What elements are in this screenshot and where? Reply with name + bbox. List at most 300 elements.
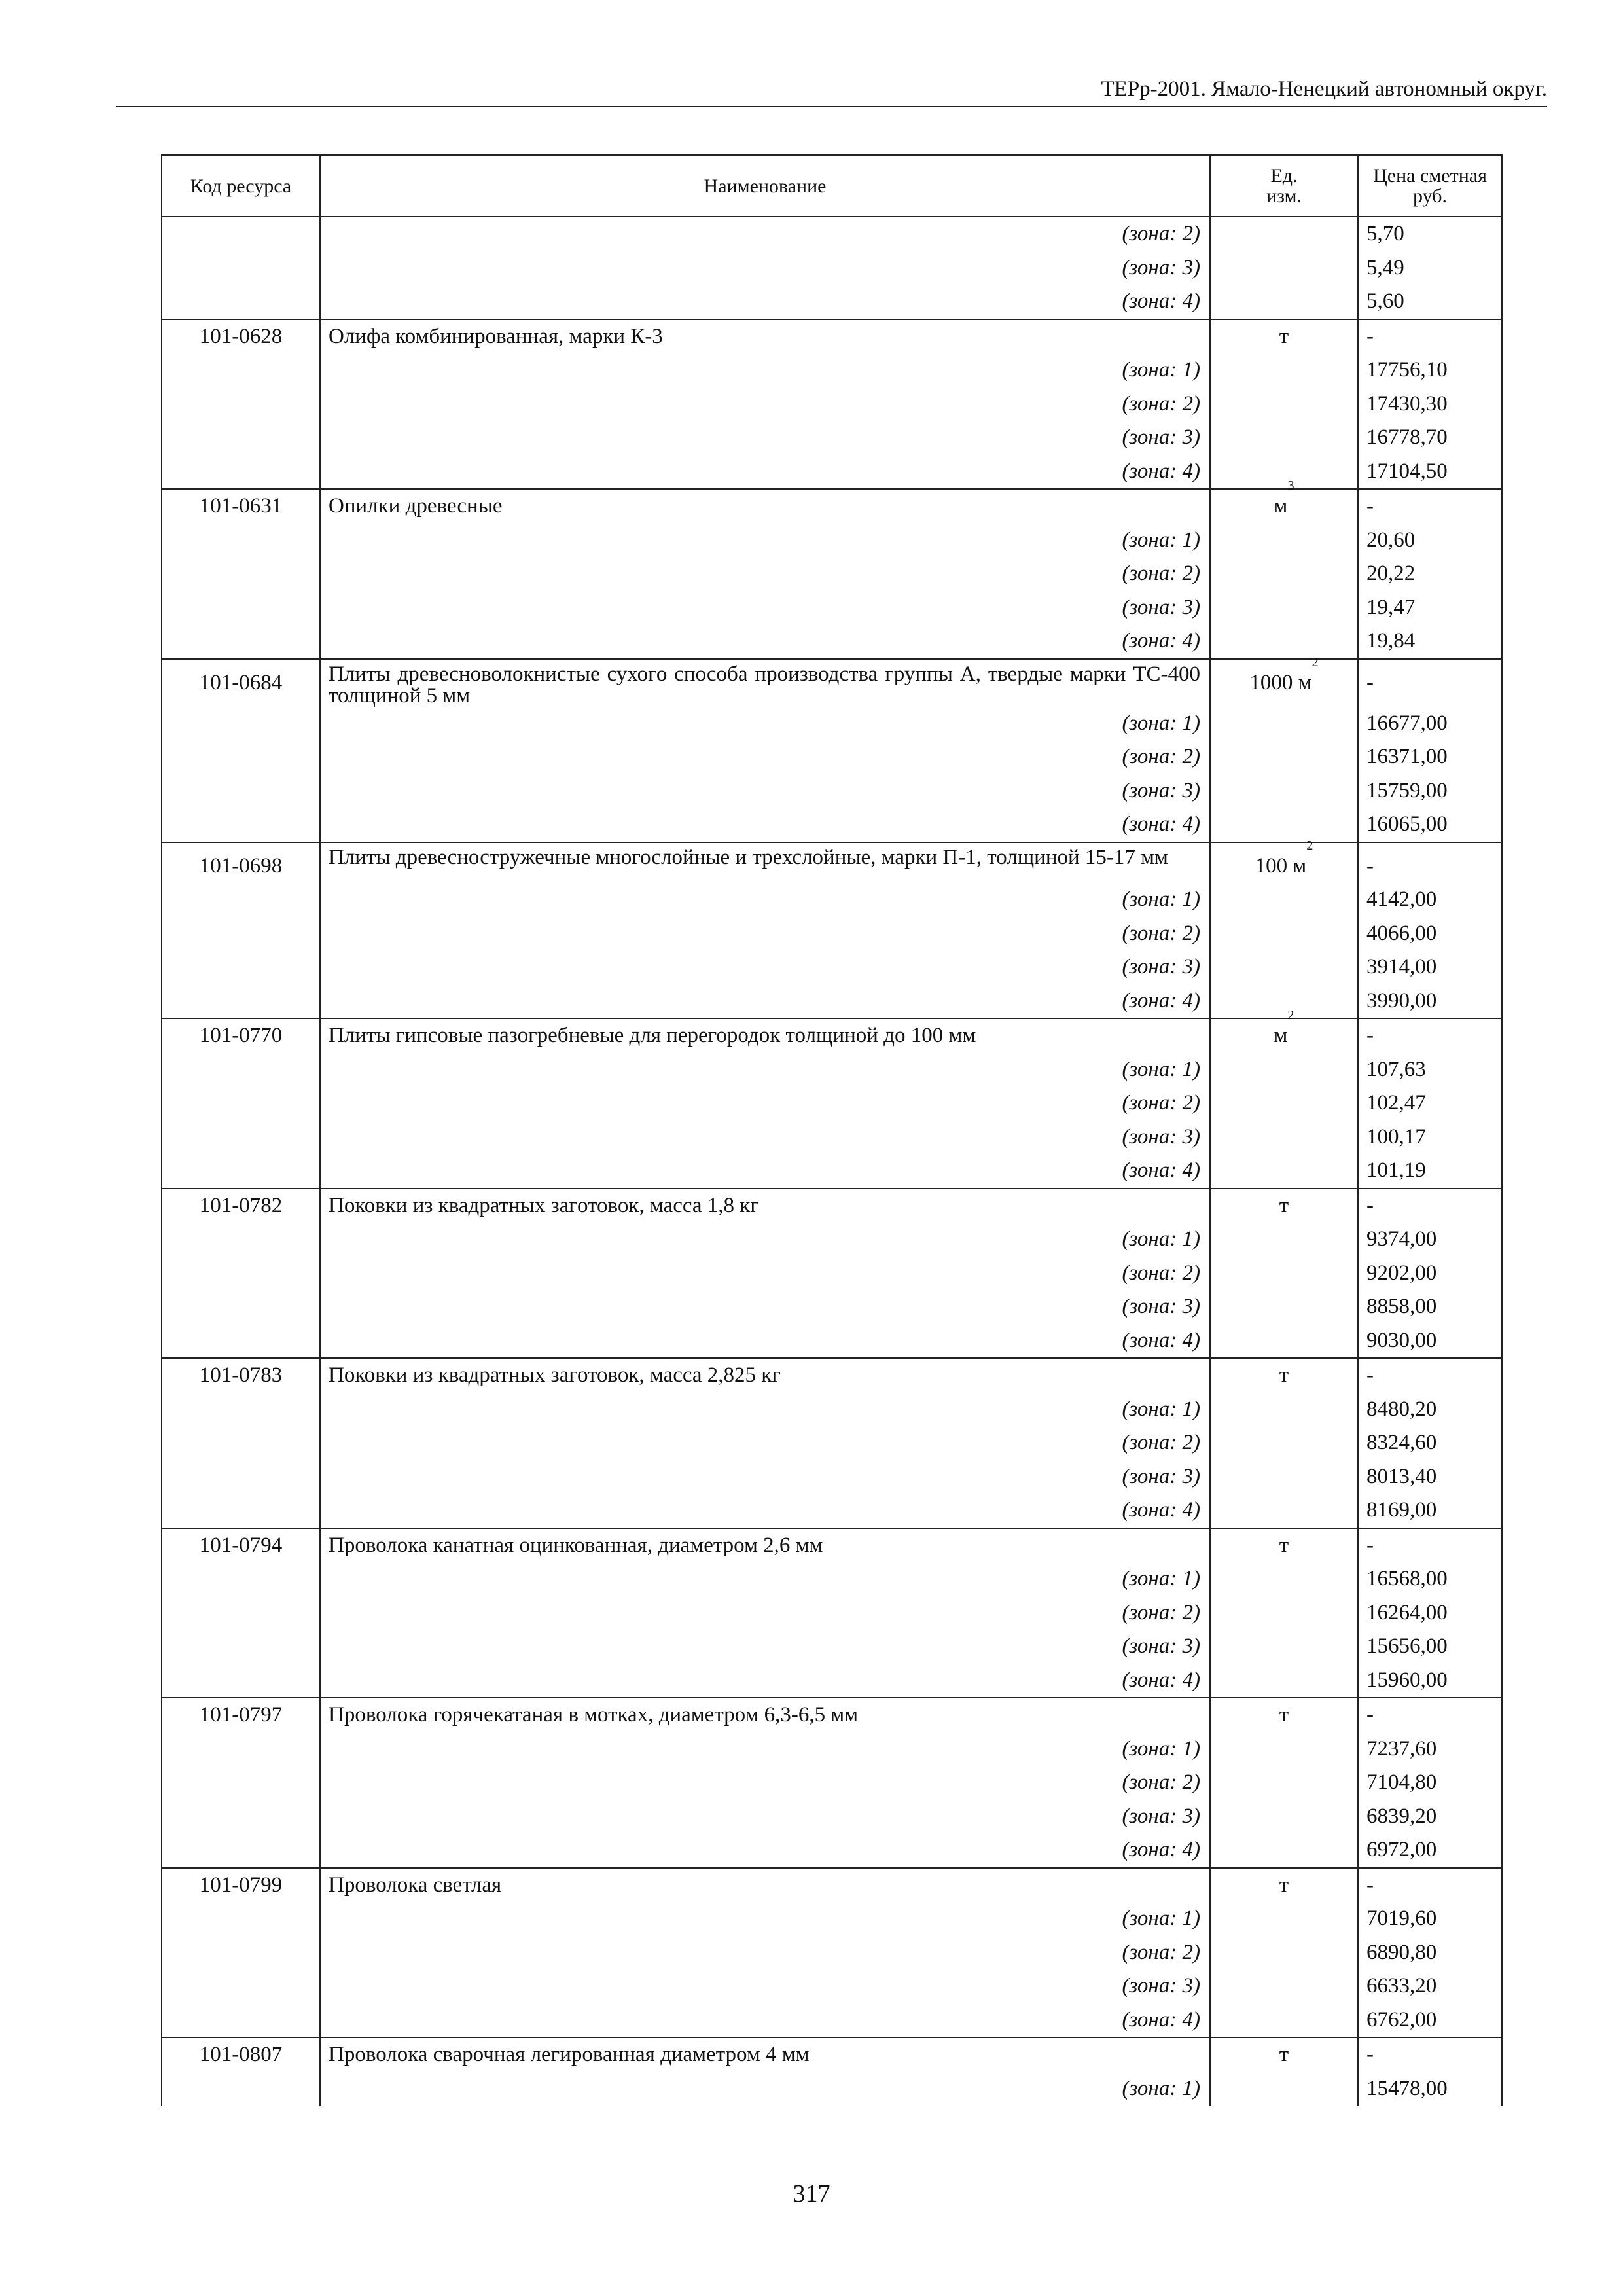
zone-price: 9030,00 xyxy=(1358,1324,1502,1359)
header-rule xyxy=(116,106,1547,107)
resource-unit xyxy=(1210,838,1358,884)
zone-row xyxy=(162,1664,1502,1698)
zone-label: (зона: 1) xyxy=(320,1053,1210,1087)
zone-unit-cell xyxy=(1210,524,1358,558)
resource-row xyxy=(162,842,1502,884)
zone-label: (зона: 3) xyxy=(320,1800,1210,1834)
zone-label: (зона: 1) xyxy=(320,2072,1210,2106)
zone-code-cell xyxy=(162,883,320,917)
zone-unit-cell xyxy=(1210,421,1358,455)
zone-price: 4142,00 xyxy=(1358,883,1502,917)
resource-row xyxy=(162,1528,1502,1563)
zone-row xyxy=(162,1833,1502,1868)
zone-unit-cell xyxy=(1210,2003,1358,2038)
zone-label: (зона: 2) xyxy=(320,557,1210,591)
zone-label: (зона: 1) xyxy=(320,1562,1210,1596)
zone-row xyxy=(162,1426,1502,1460)
zone-price: 3990,00 xyxy=(1358,984,1502,1019)
resource-price: - xyxy=(1358,842,1502,884)
zone-code-cell xyxy=(162,1086,320,1121)
zone-unit-cell xyxy=(1210,1460,1358,1494)
price-table xyxy=(161,154,1503,2106)
zone-code-cell xyxy=(162,774,320,808)
zone-unit-cell xyxy=(1210,984,1358,1019)
zone-code-cell xyxy=(162,1121,320,1155)
zone-label: (зона: 4) xyxy=(320,1664,1210,1698)
zone-price: 20,60 xyxy=(1358,524,1502,558)
zone-price: 19,84 xyxy=(1358,624,1502,659)
zone-unit-cell xyxy=(1210,917,1358,951)
unit-base: 100 м xyxy=(1255,853,1307,878)
zone-price: 8480,20 xyxy=(1358,1393,1502,1427)
zone-price: 16065,00 xyxy=(1358,808,1502,842)
zone-label: (зона: 1) xyxy=(320,353,1210,387)
zone-row xyxy=(162,1800,1502,1834)
resource-code: 101-0807 xyxy=(162,2037,320,2072)
zone-label: (зона: 4) xyxy=(320,455,1210,490)
zone-label: (зона: 3) xyxy=(320,591,1210,625)
zone-code-cell xyxy=(162,1324,320,1359)
zone-row xyxy=(162,1121,1502,1155)
zone-label: (зона: 3) xyxy=(320,1630,1210,1664)
zone-code-cell xyxy=(162,1154,320,1189)
zone-code-cell xyxy=(162,1393,320,1427)
resource-price: - xyxy=(1358,319,1502,354)
zone-unit-cell xyxy=(1210,2072,1358,2106)
zone-price: 101,19 xyxy=(1358,1154,1502,1189)
resource-name: Плиты древесноволокнистые сухого способа производства группы А, твердые марки ТС-400 толщиной 5 мм xyxy=(320,659,1210,707)
zone-label: (зона: 1) xyxy=(320,1223,1210,1257)
zone-unit-cell xyxy=(1210,1086,1358,1121)
zone-row xyxy=(162,1053,1502,1087)
zone-unit-cell xyxy=(1210,740,1358,774)
resource-name: Олифа комбинированная, марки К-3 xyxy=(320,319,1210,354)
zone-row xyxy=(162,2072,1502,2106)
zone-row xyxy=(162,1562,1502,1596)
unit-exponent: 2 xyxy=(1311,655,1319,670)
col-header-code: Код ресурса xyxy=(162,155,320,217)
zone-price: 15656,00 xyxy=(1358,1630,1502,1664)
resource-name: Проволока горячекатаная в мотках, диаметром 6,3-6,5 мм xyxy=(320,1698,1210,1732)
col-header-name: Наименование xyxy=(320,155,1210,217)
col-header-unit-line1: Ед. xyxy=(1270,165,1298,187)
resource-name: Поковки из квадратных заготовок, масса 1,8 кг xyxy=(320,1189,1210,1223)
zone-code-cell xyxy=(162,251,320,285)
zone-price: 8013,40 xyxy=(1358,1460,1502,1494)
resource-name: Поковки из квадратных заготовок, масса 2,825 кг xyxy=(320,1358,1210,1393)
zone-code-cell xyxy=(162,455,320,490)
zone-label: (зона: 3) xyxy=(320,774,1210,808)
zone-label: (зона: 1) xyxy=(320,1902,1210,1936)
zone-code-cell xyxy=(162,1766,320,1800)
zone-unit-cell xyxy=(1210,707,1358,741)
zone-row xyxy=(162,774,1502,808)
zone-unit-cell xyxy=(1210,624,1358,659)
zone-row xyxy=(162,950,1502,984)
col-header-price xyxy=(1358,155,1502,217)
zone-row xyxy=(162,917,1502,951)
resource-code: 101-0782 xyxy=(162,1189,320,1223)
zone-price: 16371,00 xyxy=(1358,740,1502,774)
resource-unit xyxy=(1210,1358,1358,1393)
resource-price: - xyxy=(1358,1528,1502,1563)
zone-price: 16778,70 xyxy=(1358,421,1502,455)
zone-code-cell xyxy=(162,1630,320,1664)
zone-unit-cell xyxy=(1210,1596,1358,1630)
zone-unit-cell xyxy=(1210,1800,1358,1834)
resource-price: - xyxy=(1358,1189,1502,1223)
resource-row xyxy=(162,1189,1502,1223)
zone-price: 6762,00 xyxy=(1358,2003,1502,2038)
zone-code-cell xyxy=(162,1596,320,1630)
resource-price: - xyxy=(1358,1358,1502,1393)
table-header-row xyxy=(162,155,1502,217)
resource-name: Проволока канатная оцинкованная, диаметром 2,6 мм xyxy=(320,1528,1210,1563)
zone-row xyxy=(162,984,1502,1019)
zone-price: 16677,00 xyxy=(1358,707,1502,741)
resource-name: Опилки древесные xyxy=(320,489,1210,524)
unit-base: т xyxy=(1279,324,1289,348)
zone-row xyxy=(162,1460,1502,1494)
unit-exponent: 2 xyxy=(1287,1008,1294,1022)
zone-price: 15759,00 xyxy=(1358,774,1502,808)
zone-row xyxy=(162,624,1502,659)
zone-row xyxy=(162,1494,1502,1528)
zone-label: (зона: 4) xyxy=(320,984,1210,1019)
zone-code-cell xyxy=(162,1732,320,1767)
zone-price: 19,47 xyxy=(1358,591,1502,625)
zone-price: 100,17 xyxy=(1358,1121,1502,1155)
zone-unit-cell xyxy=(1210,217,1358,251)
zone-unit-cell xyxy=(1210,1494,1358,1528)
resource-code: 101-0794 xyxy=(162,1528,320,1563)
zone-label: (зона: 3) xyxy=(320,1290,1210,1324)
zone-code-cell xyxy=(162,1969,320,2003)
zone-code-cell xyxy=(162,1257,320,1291)
zone-unit-cell xyxy=(1210,455,1358,490)
zone-price: 17104,50 xyxy=(1358,455,1502,490)
zone-row xyxy=(162,1902,1502,1936)
zone-code-cell xyxy=(162,950,320,984)
zone-unit-cell xyxy=(1210,774,1358,808)
resource-name: Проволока светлая xyxy=(320,1868,1210,1903)
zone-row xyxy=(162,455,1502,490)
zone-label: (зона: 2) xyxy=(320,740,1210,774)
resource-row xyxy=(162,659,1502,707)
resource-row xyxy=(162,319,1502,354)
zone-label: (зона: 4) xyxy=(320,1154,1210,1189)
resource-code: 101-0797 xyxy=(162,1698,320,1732)
unit-base: т xyxy=(1279,1193,1289,1217)
zone-row xyxy=(162,1290,1502,1324)
zone-row xyxy=(162,285,1502,319)
unit-base: м xyxy=(1274,494,1288,518)
zone-row xyxy=(162,1630,1502,1664)
zone-price: 17430,30 xyxy=(1358,387,1502,422)
zone-price: 102,47 xyxy=(1358,1086,1502,1121)
zone-label: (зона: 2) xyxy=(320,1766,1210,1800)
zone-price: 5,60 xyxy=(1358,285,1502,319)
zone-unit-cell xyxy=(1210,1257,1358,1291)
resource-row xyxy=(162,1358,1502,1393)
zone-row xyxy=(162,1393,1502,1427)
zone-price: 6839,20 xyxy=(1358,1800,1502,1834)
zone-label: (зона: 2) xyxy=(320,387,1210,422)
zone-row xyxy=(162,217,1502,251)
resource-code: 101-0799 xyxy=(162,1868,320,1903)
zone-row xyxy=(162,740,1502,774)
zone-label: (зона: 2) xyxy=(320,1596,1210,1630)
zone-price: 3914,00 xyxy=(1358,950,1502,984)
zone-row xyxy=(162,707,1502,741)
zone-price: 6972,00 xyxy=(1358,1833,1502,1868)
resource-code: 101-0631 xyxy=(162,489,320,524)
zone-price: 8169,00 xyxy=(1358,1494,1502,1528)
zone-price: 4066,00 xyxy=(1358,917,1502,951)
unit-exponent: 3 xyxy=(1287,478,1294,493)
unit-base: 1000 м xyxy=(1249,670,1312,694)
zone-code-cell xyxy=(162,591,320,625)
unit-base: т xyxy=(1279,1703,1289,1727)
zone-label: (зона: 3) xyxy=(320,251,1210,285)
zone-row xyxy=(162,353,1502,387)
resource-name: Плиты гипсовые пазогребневые для перегородок толщиной до 100 мм xyxy=(320,1018,1210,1053)
zone-price: 6890,80 xyxy=(1358,1936,1502,1970)
zone-label: (зона: 4) xyxy=(320,2003,1210,2038)
resource-code: 101-0783 xyxy=(162,1358,320,1393)
zone-price: 7104,80 xyxy=(1358,1766,1502,1800)
zone-code-cell xyxy=(162,524,320,558)
zone-unit-cell xyxy=(1210,285,1358,319)
zone-row xyxy=(162,1969,1502,2003)
zone-code-cell xyxy=(162,740,320,774)
resource-name: Проволока сварочная легированная диаметром 4 мм xyxy=(320,2037,1210,2072)
zone-row xyxy=(162,1086,1502,1121)
zone-label: (зона: 4) xyxy=(320,1494,1210,1528)
unit-base: т xyxy=(1279,1533,1289,1557)
zone-price: 7237,60 xyxy=(1358,1732,1502,1767)
zone-code-cell xyxy=(162,2003,320,2038)
zone-code-cell xyxy=(162,2072,320,2106)
zone-label: (зона: 4) xyxy=(320,285,1210,319)
resource-row xyxy=(162,489,1502,524)
zone-unit-cell xyxy=(1210,1630,1358,1664)
zone-price: 5,70 xyxy=(1358,217,1502,251)
zone-price: 16264,00 xyxy=(1358,1596,1502,1630)
zone-price: 5,49 xyxy=(1358,251,1502,285)
zone-code-cell xyxy=(162,285,320,319)
zone-code-cell xyxy=(162,421,320,455)
zone-unit-cell xyxy=(1210,1393,1358,1427)
zone-label: (зона: 1) xyxy=(320,1732,1210,1767)
zone-price: 15478,00 xyxy=(1358,2072,1502,2106)
zone-unit-cell xyxy=(1210,1290,1358,1324)
zone-label: (зона: 4) xyxy=(320,1833,1210,1868)
zone-label: (зона: 3) xyxy=(320,1121,1210,1155)
zone-row xyxy=(162,557,1502,591)
zone-code-cell xyxy=(162,217,320,251)
resource-unit xyxy=(1210,655,1358,707)
zone-row xyxy=(162,2003,1502,2038)
resource-unit xyxy=(1210,1698,1358,1732)
zone-unit-cell xyxy=(1210,883,1358,917)
zone-unit-cell xyxy=(1210,1833,1358,1868)
zone-label: (зона: 4) xyxy=(320,808,1210,842)
col-header-unit xyxy=(1210,155,1358,217)
zone-code-cell xyxy=(162,1426,320,1460)
zone-code-cell xyxy=(162,1833,320,1868)
zone-row xyxy=(162,1223,1502,1257)
resource-price: - xyxy=(1358,659,1502,707)
resource-code: 101-0628 xyxy=(162,319,320,354)
resource-unit xyxy=(1210,1189,1358,1223)
unit-base: м xyxy=(1274,1024,1288,1047)
unit-base: т xyxy=(1279,1873,1289,1897)
zone-unit-cell xyxy=(1210,557,1358,591)
zone-row xyxy=(162,1596,1502,1630)
zone-row xyxy=(162,883,1502,917)
zone-label: (зона: 3) xyxy=(320,950,1210,984)
unit-exponent: 2 xyxy=(1306,838,1313,853)
zone-unit-cell xyxy=(1210,1969,1358,2003)
zone-label: (зона: 1) xyxy=(320,883,1210,917)
zone-label: (зона: 3) xyxy=(320,1460,1210,1494)
col-header-price-line2: руб. xyxy=(1413,185,1447,207)
zone-price: 17756,10 xyxy=(1358,353,1502,387)
table-body xyxy=(162,217,1502,2106)
unit-base: т xyxy=(1279,1363,1289,1387)
zone-label: (зона: 4) xyxy=(320,624,1210,659)
zone-code-cell xyxy=(162,387,320,422)
col-header-unit-line2: изм. xyxy=(1266,185,1302,207)
resource-row xyxy=(162,1018,1502,1053)
zone-price: 15960,00 xyxy=(1358,1664,1502,1698)
zone-unit-cell xyxy=(1210,1121,1358,1155)
zone-row xyxy=(162,251,1502,285)
zone-code-cell xyxy=(162,557,320,591)
zone-unit-cell xyxy=(1210,1154,1358,1189)
zone-unit-cell xyxy=(1210,1324,1358,1359)
resource-price: - xyxy=(1358,489,1502,524)
zone-unit-cell xyxy=(1210,251,1358,285)
resource-unit xyxy=(1210,2037,1358,2072)
zone-row xyxy=(162,524,1502,558)
zone-price: 7019,60 xyxy=(1358,1902,1502,1936)
zone-unit-cell xyxy=(1210,1562,1358,1596)
zone-unit-cell xyxy=(1210,353,1358,387)
zone-unit-cell xyxy=(1210,1053,1358,1087)
zone-label: (зона: 3) xyxy=(320,421,1210,455)
page-number: 317 xyxy=(793,2180,830,2208)
resource-unit xyxy=(1210,319,1358,354)
zone-price: 9374,00 xyxy=(1358,1223,1502,1257)
zone-unit-cell xyxy=(1210,1426,1358,1460)
zone-price: 9202,00 xyxy=(1358,1257,1502,1291)
resource-row xyxy=(162,1698,1502,1732)
zone-price: 20,22 xyxy=(1358,557,1502,591)
zone-code-cell xyxy=(162,707,320,741)
zone-price: 6633,20 xyxy=(1358,1969,1502,2003)
zone-label: (зона: 1) xyxy=(320,1393,1210,1427)
zone-price: 107,63 xyxy=(1358,1053,1502,1087)
resource-unit xyxy=(1210,1868,1358,1903)
zone-row xyxy=(162,387,1502,422)
resource-row xyxy=(162,1868,1502,1903)
zone-code-cell xyxy=(162,353,320,387)
resource-code: 101-0684 xyxy=(162,659,320,707)
resource-unit xyxy=(1210,478,1358,524)
resource-code: 101-0698 xyxy=(162,842,320,884)
zone-label: (зона: 2) xyxy=(320,1426,1210,1460)
zone-code-cell xyxy=(162,1562,320,1596)
zone-row xyxy=(162,1324,1502,1359)
zone-row xyxy=(162,1154,1502,1189)
zone-unit-cell xyxy=(1210,1223,1358,1257)
zone-unit-cell xyxy=(1210,1766,1358,1800)
zone-label: (зона: 3) xyxy=(320,1969,1210,2003)
resource-name: Плиты древесностружечные многослойные и трехслойные, марки П-1, толщиной 15-17 мм xyxy=(320,842,1210,884)
zone-unit-cell xyxy=(1210,1936,1358,1970)
zone-code-cell xyxy=(162,1936,320,1970)
resource-unit xyxy=(1210,1008,1358,1053)
zone-label: (зона: 1) xyxy=(320,707,1210,741)
zone-unit-cell xyxy=(1210,1902,1358,1936)
zone-unit-cell xyxy=(1210,1664,1358,1698)
zone-unit-cell xyxy=(1210,950,1358,984)
zone-code-cell xyxy=(162,1053,320,1087)
zone-row xyxy=(162,808,1502,842)
zone-code-cell xyxy=(162,1223,320,1257)
zone-code-cell xyxy=(162,1800,320,1834)
zone-unit-cell xyxy=(1210,387,1358,422)
resource-code: 101-0770 xyxy=(162,1018,320,1053)
resource-price: - xyxy=(1358,2037,1502,2072)
zone-code-cell xyxy=(162,1460,320,1494)
zone-unit-cell xyxy=(1210,591,1358,625)
zone-code-cell xyxy=(162,1664,320,1698)
resource-unit xyxy=(1210,1528,1358,1563)
zone-label: (зона: 4) xyxy=(320,1324,1210,1359)
zone-label: (зона: 2) xyxy=(320,217,1210,251)
zone-label: (зона: 2) xyxy=(320,917,1210,951)
zone-code-cell xyxy=(162,917,320,951)
zone-price: 8324,60 xyxy=(1358,1426,1502,1460)
zone-label: (зона: 2) xyxy=(320,1936,1210,1970)
zone-unit-cell xyxy=(1210,1732,1358,1767)
zone-unit-cell xyxy=(1210,808,1358,842)
resource-row xyxy=(162,2037,1502,2072)
zone-code-cell xyxy=(162,1902,320,1936)
zone-row xyxy=(162,1766,1502,1800)
zone-row xyxy=(162,591,1502,625)
zone-code-cell xyxy=(162,808,320,842)
zone-label: (зона: 2) xyxy=(320,1086,1210,1121)
resource-price: - xyxy=(1358,1868,1502,1903)
running-header: ТЕРр-2001. Ямало-Ненецкий автономный округ. xyxy=(1101,77,1547,101)
resource-price: - xyxy=(1358,1698,1502,1732)
zone-row xyxy=(162,1732,1502,1767)
zone-code-cell xyxy=(162,1290,320,1324)
resource-price: - xyxy=(1358,1018,1502,1053)
zone-row xyxy=(162,1936,1502,1970)
zone-price: 16568,00 xyxy=(1358,1562,1502,1596)
col-header-price-line1: Цена сметная xyxy=(1373,165,1487,187)
unit-base: т xyxy=(1279,2043,1289,2066)
zone-row xyxy=(162,421,1502,455)
zone-code-cell xyxy=(162,1494,320,1528)
zone-price: 8858,00 xyxy=(1358,1290,1502,1324)
zone-label: (зона: 1) xyxy=(320,524,1210,558)
